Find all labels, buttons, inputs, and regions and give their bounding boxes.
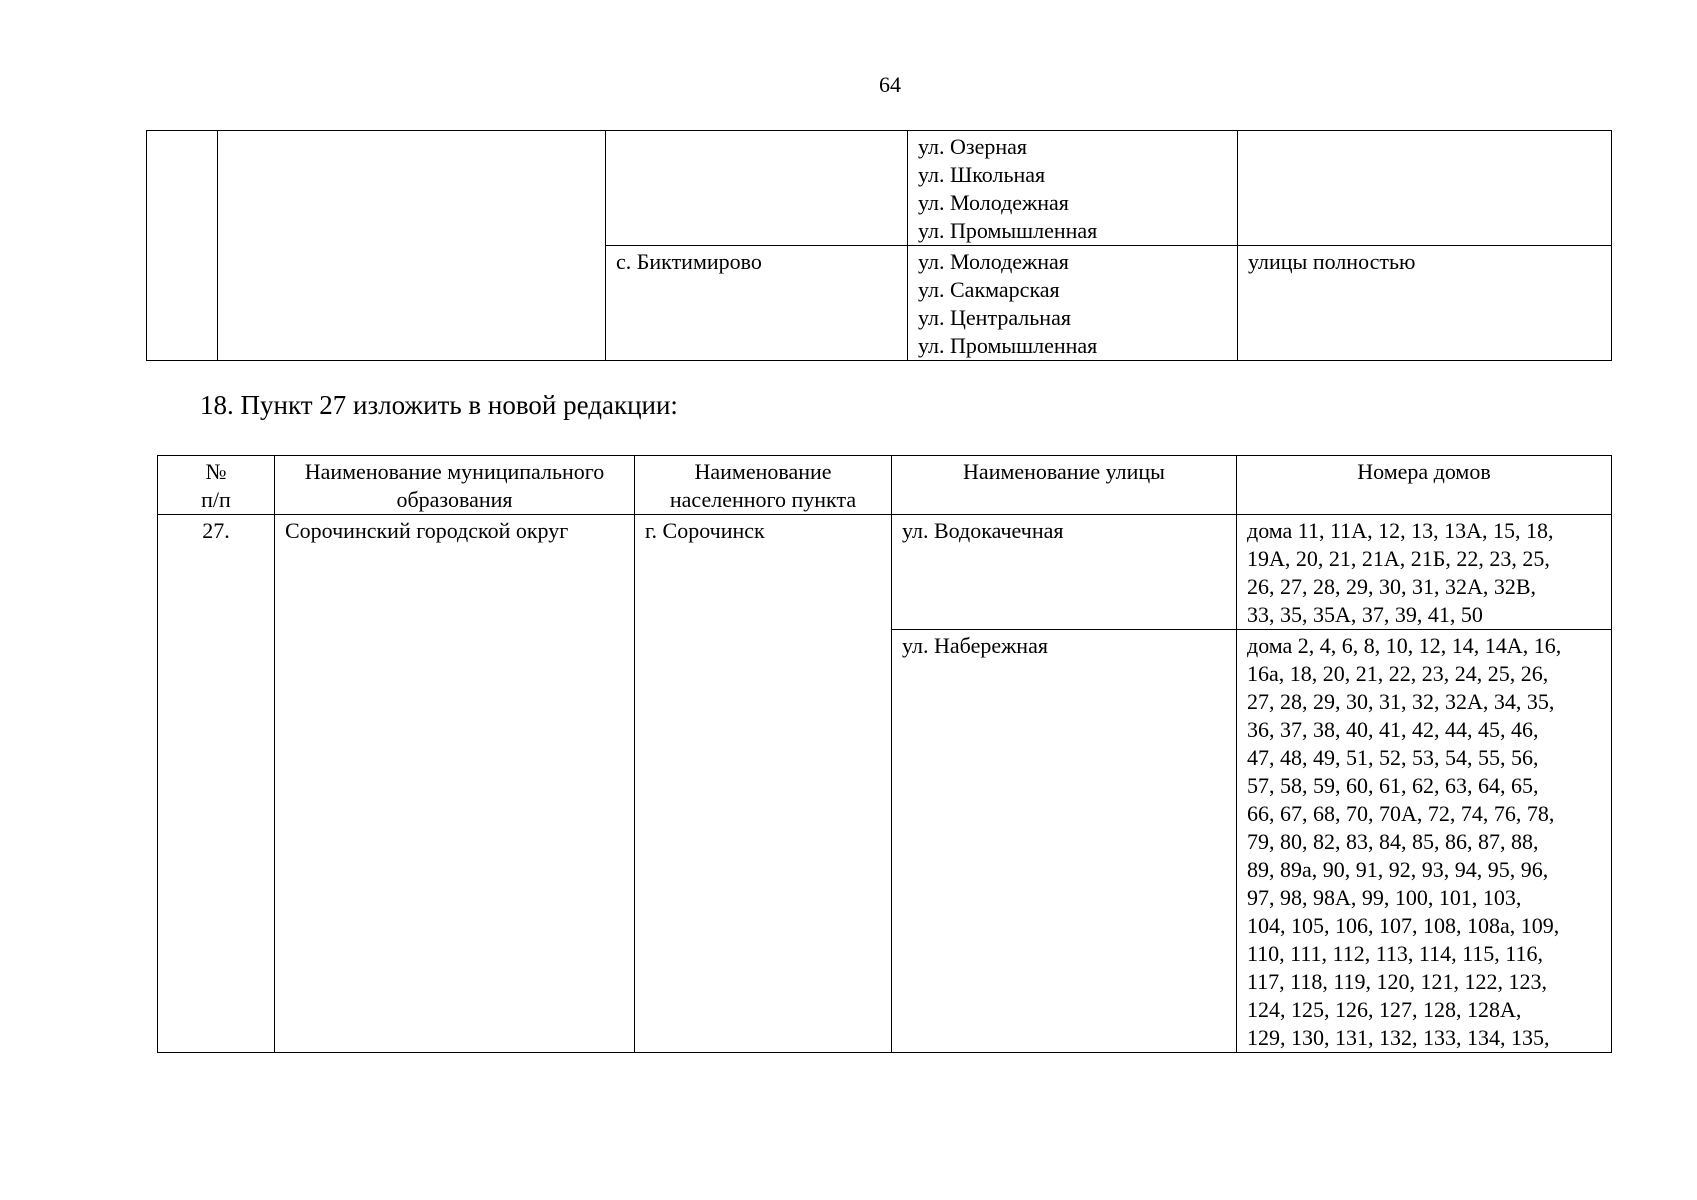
houses-line: 124, 125, 126, 127, 128, 128А, (1247, 997, 1522, 1022)
houses-line: 117, 118, 119, 120, 121, 122, 123, (1247, 969, 1548, 994)
header-num (158, 456, 275, 515)
header-houses (1237, 456, 1612, 515)
header-municipality (275, 456, 635, 515)
header-text: населенного пункта (669, 487, 857, 512)
houses-cell (1238, 131, 1612, 246)
houses-line: 110, 111, 112, 113, 114, 115, 116, (1247, 941, 1543, 966)
header-text: Номера домов (1357, 459, 1491, 484)
table-header-row (158, 456, 1612, 515)
houses-cell (1237, 515, 1612, 630)
header-street (892, 456, 1237, 515)
header-text: Наименование улицы (963, 459, 1165, 484)
houses-line: 36, 37, 38, 40, 41, 42, 44, 45, 46, (1247, 717, 1539, 742)
street-name: ул. Промышленная (918, 218, 1098, 243)
header-settlement (635, 456, 892, 515)
houses-line: 66, 67, 68, 70, 70А, 72, 74, 76, 78, (1247, 801, 1555, 826)
houses-line: 129, 130, 131, 132, 133, 134, 135, (1247, 1025, 1550, 1050)
street-name: ул. Сакмарская (918, 277, 1060, 302)
row-number: 27. (158, 515, 275, 1053)
address-table (157, 455, 1612, 1053)
houses-line: 33, 35, 35А, 37, 39, 41, 50 (1247, 602, 1483, 627)
streets-cell (908, 131, 1238, 246)
street-name: ул. Озерная (918, 134, 1028, 159)
houses-line: 16а, 18, 20, 21, 22, 23, 24, 25, 26, (1247, 661, 1549, 686)
houses-cell: улицы полностью (1238, 246, 1612, 361)
settlement-cell: г. Сорочинск (635, 515, 892, 1053)
streets-cell (908, 246, 1238, 361)
header-text: Наименование (694, 459, 832, 484)
street-name: ул. Школьная (918, 162, 1046, 187)
houses-line: 97, 98, 98А, 99, 100, 101, 103, (1247, 885, 1522, 910)
num-cell (147, 131, 218, 361)
street-cell: ул. Набережная (892, 630, 1237, 1053)
houses-line: 89, 89а, 90, 91, 92, 93, 94, 95, 96, (1247, 857, 1549, 882)
street-name: ул. Молодежная (918, 190, 1069, 215)
header-text: Наименование муниципального (304, 459, 605, 484)
houses-line: 19А, 20, 21, 21А, 21Б, 22, 23, 25, (1247, 546, 1550, 571)
street-name: ул. Молодежная (918, 249, 1069, 274)
street-cell: ул. Водокачечная (892, 515, 1237, 630)
houses-line: дома 2, 4, 6, 8, 10, 12, 14, 14А, 16, (1247, 633, 1562, 658)
settlement-cell: с. Биктимирово (606, 246, 908, 361)
houses-cell (1237, 630, 1612, 1053)
continuation-table (146, 130, 1612, 361)
houses-line: 79, 80, 82, 83, 84, 85, 86, 87, 88, (1247, 829, 1539, 854)
street-name: ул. Центральная (918, 305, 1071, 330)
table-row (147, 131, 1612, 246)
houses-line: 104, 105, 106, 107, 108, 108а, 109, (1247, 913, 1560, 938)
section-heading: 18. Пункт 27 изложить в новой редакции: (200, 390, 678, 420)
houses-line: 57, 58, 59, 60, 61, 62, 63, 64, 65, (1247, 773, 1539, 798)
houses-line: 26, 27, 28, 29, 30, 31, 32А, 32В, (1247, 574, 1537, 599)
houses-line: 47, 48, 49, 51, 52, 53, 54, 55, 56, (1247, 745, 1539, 770)
table-row (158, 515, 1612, 630)
municipality-cell: Сорочинский городской округ (275, 515, 635, 1053)
header-text: п/п (201, 487, 231, 512)
header-text: № (205, 459, 227, 484)
header-text: образования (396, 487, 513, 512)
houses-line: 27, 28, 29, 30, 31, 32, 32А, 34, 35, (1247, 689, 1555, 714)
houses-line: дома 11, 11А, 12, 13, 13А, 15, 18, (1247, 518, 1554, 543)
settlement-cell (606, 131, 908, 246)
municipality-cell (218, 131, 606, 361)
street-name: ул. Промышленная (918, 333, 1098, 358)
page-number: 64 (879, 72, 901, 97)
